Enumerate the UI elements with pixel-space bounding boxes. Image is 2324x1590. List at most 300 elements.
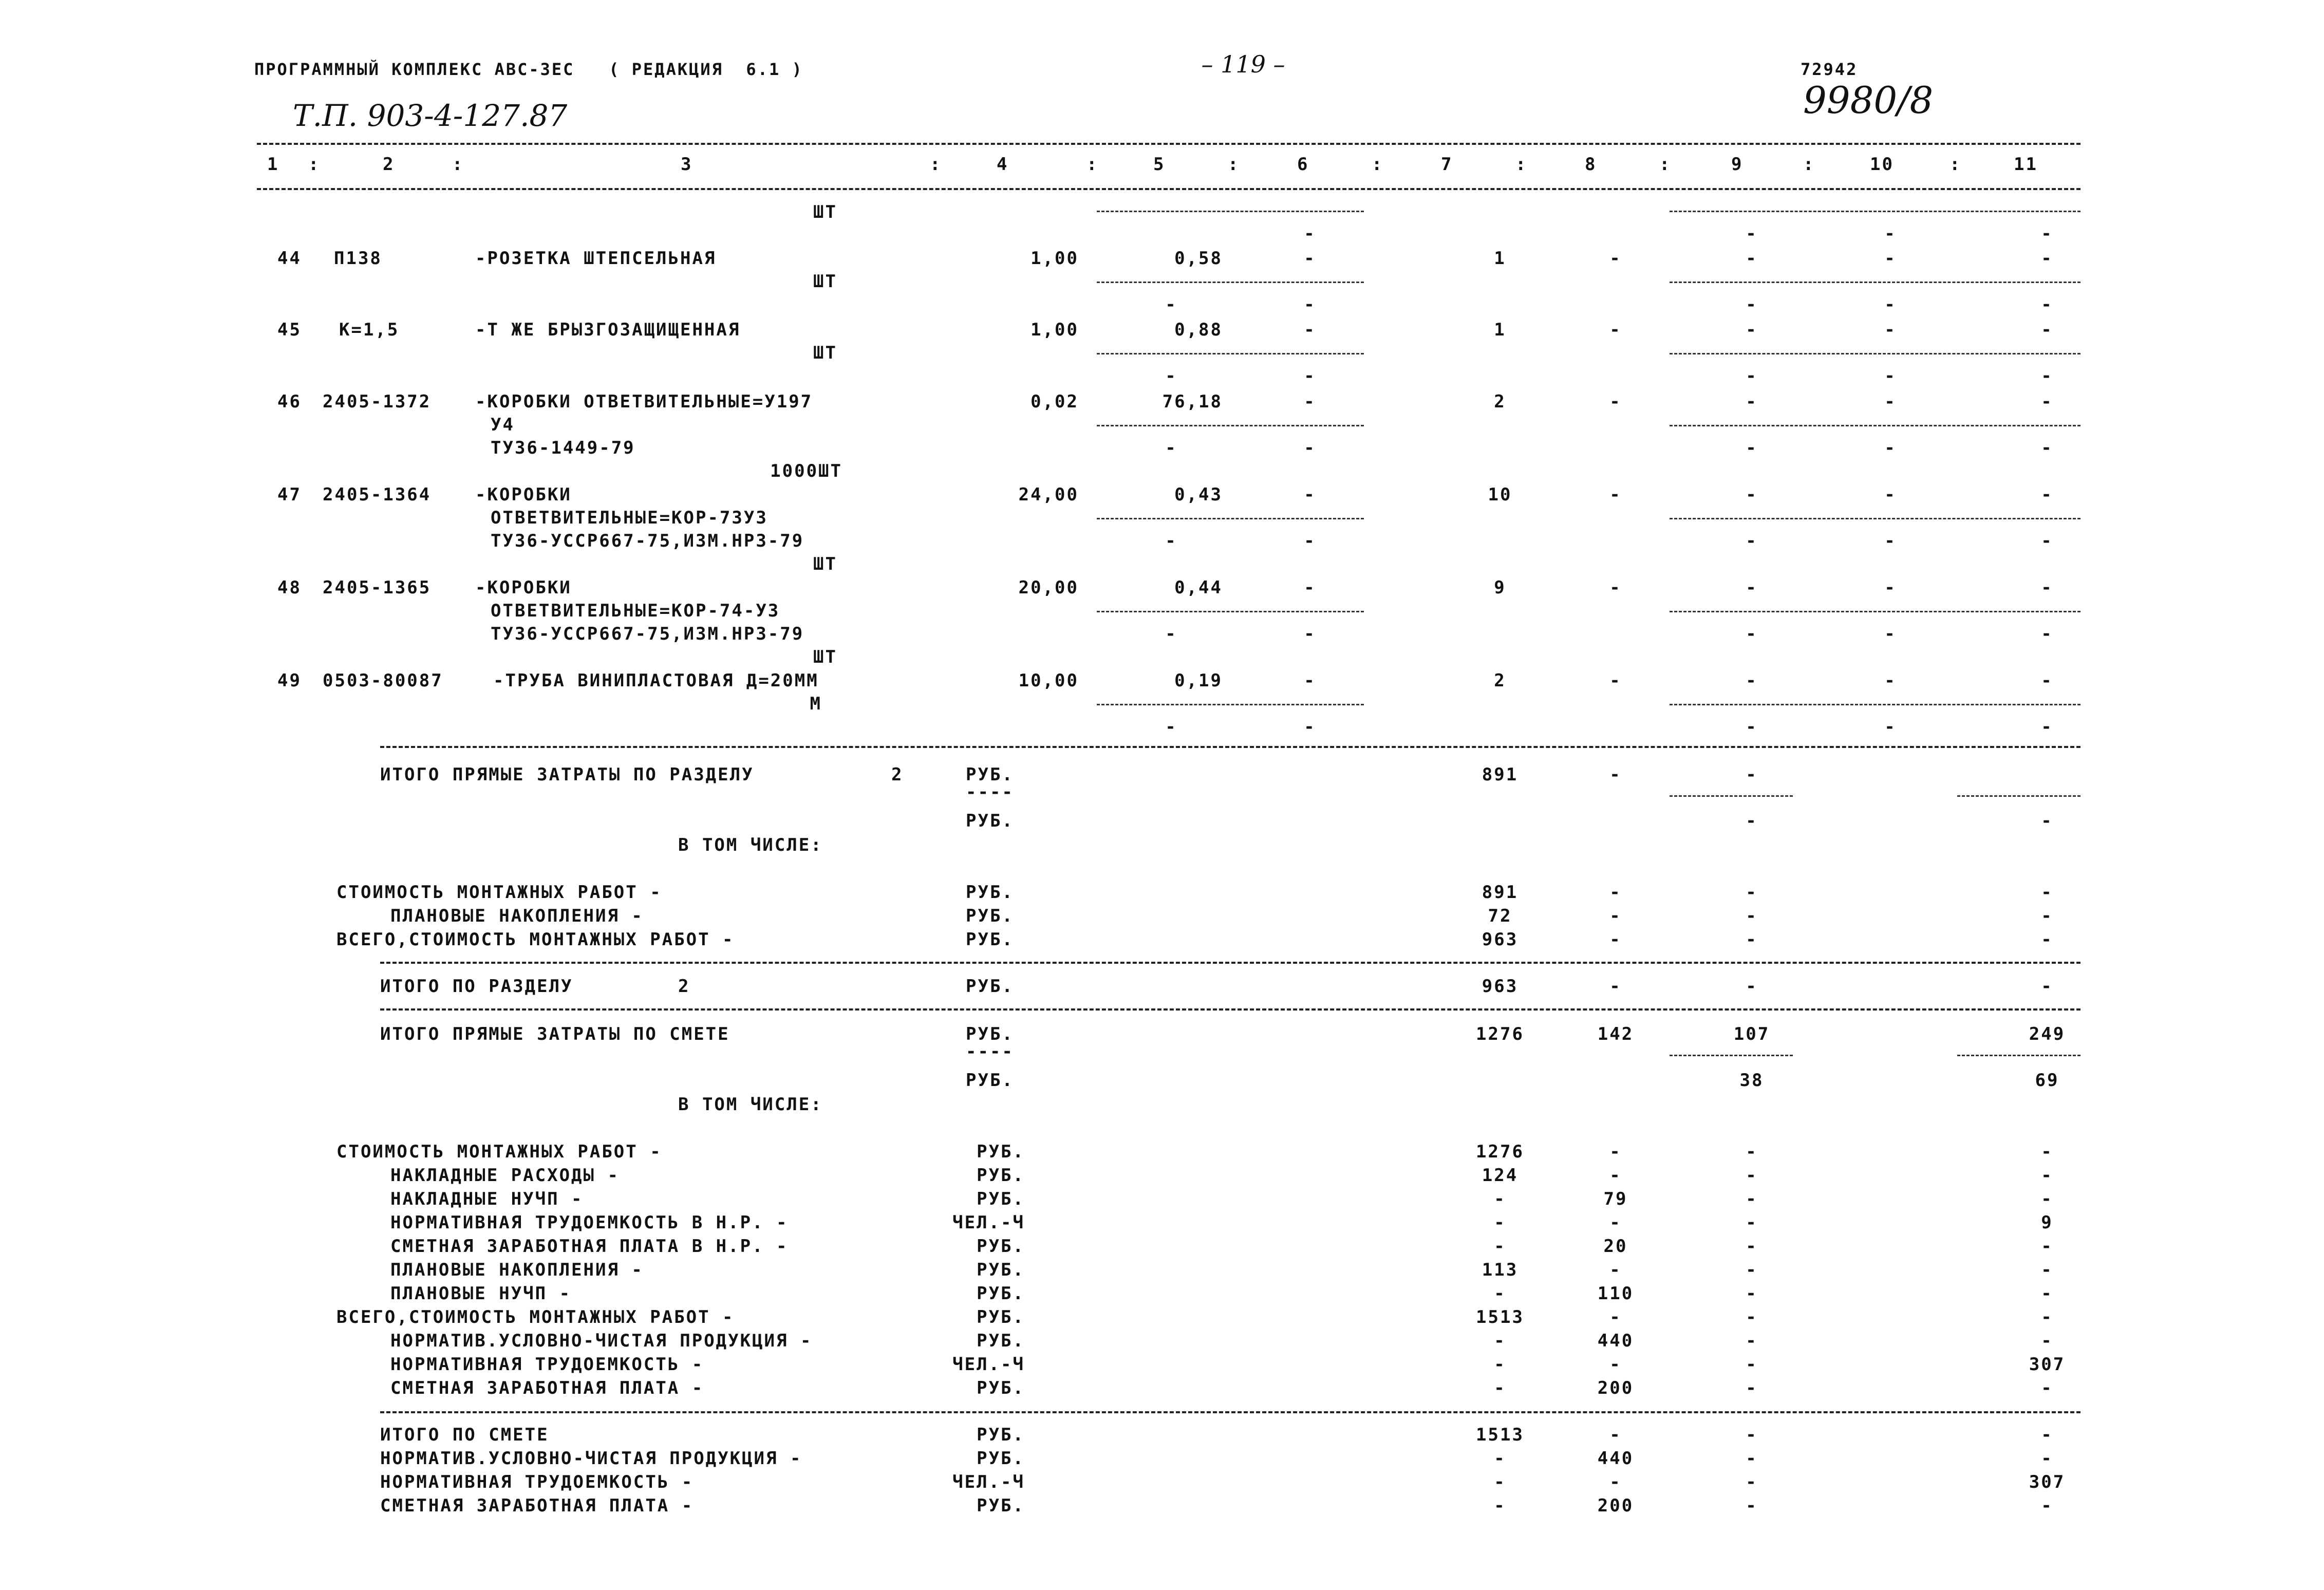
value-c11: -	[2041, 248, 2053, 269]
item-spec: ТУ36-УССР667-75,ИЗМ.НР3-79	[491, 531, 804, 551]
quantity: 1,00	[1030, 320, 1079, 340]
col-6: 6	[1297, 154, 1309, 175]
col-2: 2	[383, 154, 395, 175]
sub-rule	[1670, 353, 2081, 354]
value-b9: -	[1746, 294, 1758, 315]
item-name-line2: ОТВЕТВИТЕЛЬНЫЕ=КОР-74-У3	[491, 601, 780, 621]
sub-rule	[1670, 1055, 1793, 1056]
sub-rule	[1670, 704, 2081, 705]
unit: РУБ.	[977, 1260, 1025, 1280]
unit: РУБ.	[977, 1331, 1025, 1351]
value-c5: 0,43	[1174, 484, 1223, 505]
value-c8: -	[1609, 1260, 1622, 1280]
value-c11: -	[2041, 484, 2053, 505]
sub-rule	[1670, 611, 2081, 612]
value-c9: -	[1746, 929, 1758, 950]
sub-rule	[1097, 353, 1364, 354]
value-b6: -	[1304, 438, 1316, 458]
unit: РУБ.	[977, 1236, 1025, 1257]
row-label: ПЛАНОВЫЕ НУЧП -	[390, 1283, 572, 1304]
value-c9: -	[1746, 391, 1758, 412]
value-c5: 0,58	[1174, 248, 1223, 269]
value-c9: -	[1746, 320, 1758, 340]
value-c6: -	[1304, 248, 1316, 269]
value-c8: -	[1609, 1212, 1622, 1233]
item-name: -РОЗЕТКА ШТЕПСЕЛЬНАЯ	[475, 248, 717, 269]
item-name: -КОРОБКИ	[475, 577, 572, 598]
item-number: 49	[277, 670, 302, 691]
unit: РУБ.	[966, 929, 1014, 950]
sub-rule	[1097, 211, 1364, 212]
value-c8: -	[1609, 976, 1622, 997]
value-c9: -	[1746, 1448, 1758, 1469]
value-b5: -	[1165, 366, 1177, 386]
value-b11: -	[2041, 717, 2053, 737]
section-direct-label: ИТОГО ПРЯМЫЕ ЗАТРАТЫ ПО РАЗДЕЛУ	[380, 764, 754, 785]
value-b5: -	[1165, 531, 1177, 551]
item-name: -КОРОБКИ ОТВЕТВИТЕЛЬНЫЕ=У197	[475, 391, 813, 412]
value-c8: 110	[1597, 1283, 1634, 1304]
value-c11: 249	[2029, 1024, 2066, 1044]
value-c8: -	[1609, 248, 1622, 269]
value-b10: -	[1884, 624, 1897, 644]
unit: РУБ.	[966, 1070, 1014, 1091]
col-sep: :	[1372, 154, 1384, 175]
value-c8: 440	[1597, 1331, 1634, 1351]
value-c8: 200	[1597, 1495, 1634, 1516]
sub-rule	[1670, 795, 1793, 797]
sub-rule	[1957, 795, 2081, 797]
value-c11: 69	[2035, 1070, 2059, 1091]
value-c9: -	[1746, 976, 1758, 997]
value-c7: -	[1494, 1283, 1506, 1304]
value-c9: -	[1746, 223, 1758, 244]
value-c9: -	[1746, 248, 1758, 269]
value-b6: -	[1304, 624, 1316, 644]
value-c11: -	[2041, 1189, 2053, 1209]
row-label: НОРМАТИВНАЯ ТРУДОЕМКОСТЬ -	[380, 1472, 694, 1492]
value-c6: -	[1304, 223, 1316, 244]
value-c11: -	[2041, 320, 2053, 340]
row-label: ПЛАНОВЫЕ НАКОПЛЕНИЯ -	[390, 1260, 644, 1280]
unit: 1000ШТ	[770, 461, 842, 481]
value-b6: -	[1304, 366, 1316, 386]
row-label: СМЕТНАЯ ЗАРАБОТНАЯ ПЛАТА В Н.Р. -	[390, 1236, 789, 1257]
row-label: НОРМАТИВНАЯ ТРУДОЕМКОСТЬ В Н.Р. -	[390, 1212, 789, 1233]
quantity: 20,00	[1018, 577, 1079, 598]
row-label: НОРМАТИВ.УСЛОВНО-ЧИСТАЯ ПРОДУКЦИЯ -	[380, 1448, 802, 1469]
item-name: -ТРУБА ВИНИПЛАСТОВАЯ Д=20ММ	[493, 670, 819, 691]
col-sep: :	[930, 154, 942, 175]
unit: РУБ.	[977, 1425, 1025, 1445]
sub-rule	[1670, 282, 2081, 283]
value-b5: -	[1165, 438, 1177, 458]
value-c11: -	[2041, 1283, 2053, 1304]
quantity: 1,00	[1030, 248, 1079, 269]
value-c8: -	[1609, 1425, 1622, 1445]
value-c10: -	[1884, 248, 1897, 269]
unit: ЧЕЛ.-Ч	[952, 1354, 1025, 1375]
value-c5: 0,88	[1174, 320, 1223, 340]
sub-rule	[1670, 425, 2081, 426]
item-spec: ТУ36-1449-79	[491, 438, 635, 458]
unit-dash: ----	[966, 782, 1014, 802]
value-b11: -	[2041, 438, 2053, 458]
value-c8: -	[1609, 391, 1622, 412]
value-c11: 307	[2029, 1354, 2066, 1375]
value-c7: 1276	[1476, 1024, 1524, 1044]
value-c9: -	[1746, 484, 1758, 505]
item-number: 48	[277, 577, 302, 598]
item-code: П138	[334, 248, 382, 269]
value-c9: -	[1746, 1425, 1758, 1445]
program-title: ПРОГРАММНЫЙ КОМПЛЕКС АВС-ЗЕС ( РЕДАКЦИЯ 6.1 )	[254, 60, 803, 79]
value-c8: 79	[1603, 1189, 1628, 1209]
col-sep: :	[308, 154, 321, 175]
sub-rule	[1097, 518, 1364, 519]
unit: РУБ.	[977, 1165, 1025, 1186]
value-b10: -	[1884, 294, 1897, 315]
value-c9: -	[1746, 1189, 1758, 1209]
section-rule	[380, 1008, 2081, 1011]
including-label: В ТОМ ЧИСЛЕ:	[678, 1094, 823, 1115]
col-sep: :	[452, 154, 464, 175]
value-c6: -	[1304, 484, 1316, 505]
unit: РУБ.	[977, 1378, 1025, 1398]
value-c6: -	[1304, 670, 1316, 691]
col-3: 3	[681, 154, 693, 175]
value-b10: -	[1884, 717, 1897, 737]
value-b6: -	[1304, 531, 1316, 551]
value-c7: 1	[1494, 320, 1506, 340]
including-label: В ТОМ ЧИСЛЕ:	[678, 835, 823, 855]
unit: ШТ	[813, 647, 837, 667]
value-b11: -	[2041, 624, 2053, 644]
value-b9: -	[1746, 438, 1758, 458]
col-1: 1	[267, 154, 279, 175]
value-b9: -	[1746, 531, 1758, 551]
value-c11: 9	[2041, 1212, 2053, 1233]
row-label: ВСЕГО,СТОИМОСТЬ МОНТАЖНЫХ РАБОТ -	[336, 1307, 735, 1327]
row-label: СМЕТНАЯ ЗАРАБОТНАЯ ПЛАТА -	[390, 1378, 704, 1398]
value-c11: -	[2041, 670, 2053, 691]
col-10: 10	[1870, 154, 1894, 175]
value-c8: -	[1609, 906, 1622, 926]
value-c7: 891	[1482, 882, 1519, 903]
value-c7: 2	[1494, 670, 1506, 691]
col-sep: :	[1086, 154, 1099, 175]
value-b11: -	[2041, 294, 2053, 315]
sub-rule	[1097, 282, 1364, 283]
value-c7: 1	[1494, 248, 1506, 269]
unit: ШТ	[813, 343, 837, 363]
unit: ШТ	[813, 202, 837, 222]
value-c7: 963	[1482, 929, 1519, 950]
item-number: 47	[277, 484, 302, 505]
value-c9: -	[1746, 1307, 1758, 1327]
unit: ШТ	[813, 554, 837, 574]
sheet-number: 9980/8	[1803, 79, 1934, 122]
unit: РУБ.	[977, 1448, 1025, 1469]
sub-rule	[1957, 1055, 2081, 1056]
value-c9: -	[1746, 1236, 1758, 1257]
value-c11: -	[2041, 223, 2053, 244]
value-c7: 124	[1482, 1165, 1519, 1186]
value-c7: 2	[1494, 391, 1506, 412]
value-c8: -	[1609, 577, 1622, 598]
col-11: 11	[2014, 154, 2038, 175]
value-c7: -	[1494, 1189, 1506, 1209]
section-rule	[380, 746, 2081, 748]
value-b9: -	[1746, 717, 1758, 737]
col-7: 7	[1441, 154, 1453, 175]
value-c7: -	[1494, 1354, 1506, 1375]
value-c10: -	[1884, 484, 1897, 505]
value-c6: -	[1304, 577, 1316, 598]
value-c8: -	[1609, 1307, 1622, 1327]
value-b5: -	[1165, 624, 1177, 644]
unit: РУБ.	[977, 1495, 1025, 1516]
col-sep: :	[1228, 154, 1240, 175]
unit: ЧЕЛ.-Ч	[952, 1472, 1025, 1492]
value-b10: -	[1884, 531, 1897, 551]
unit: РУБ.	[966, 976, 1014, 997]
row-label: СТОИМОСТЬ МОНТАЖНЫХ РАБОТ -	[336, 1142, 662, 1162]
value-c7: 1513	[1476, 1425, 1524, 1445]
value-c8: -	[1609, 320, 1622, 340]
value-c11: -	[2041, 391, 2053, 412]
value-c7: -	[1494, 1378, 1506, 1398]
value-c11: -	[2041, 1307, 2053, 1327]
unit: РУБ.	[977, 1142, 1025, 1162]
row-label: ВСЕГО,СТОИМОСТЬ МОНТАЖНЫХ РАБОТ -	[336, 929, 735, 950]
value-c8: -	[1609, 670, 1622, 691]
value-c7: 1513	[1476, 1307, 1524, 1327]
value-c7: 9	[1494, 577, 1506, 598]
item-code: К=1,5	[339, 320, 400, 340]
unit: РУБ.	[966, 882, 1014, 903]
item-name: -КОРОБКИ	[475, 484, 572, 505]
value-b11: -	[2041, 366, 2053, 386]
value-c9: -	[1746, 811, 1758, 831]
value-c10: -	[1884, 577, 1897, 598]
section-rule	[380, 1411, 2081, 1413]
row-label: ИТОГО ПО СМЕТЕ	[380, 1425, 549, 1445]
value-b6: -	[1304, 717, 1316, 737]
value-c7: -	[1494, 1472, 1506, 1492]
value-c5: 0,19	[1174, 670, 1223, 691]
col-sep: :	[1950, 154, 1962, 175]
value-b10: -	[1884, 438, 1897, 458]
row-label: НОРМАТИВНАЯ ТРУДОЕМКОСТЬ -	[390, 1354, 704, 1375]
value-c10: -	[1884, 391, 1897, 412]
item-code: 2405-1365	[323, 577, 432, 598]
value-c11: -	[2041, 1448, 2053, 1469]
col-8: 8	[1585, 154, 1597, 175]
value-c10: -	[1884, 670, 1897, 691]
value-c9: -	[1746, 1260, 1758, 1280]
value-c8: -	[1609, 882, 1622, 903]
value-c7: 963	[1482, 976, 1519, 997]
unit: РУБ.	[966, 906, 1014, 926]
value-c7: -	[1494, 1448, 1506, 1469]
unit: РУБ.	[966, 764, 1014, 785]
value-c7: 113	[1482, 1260, 1519, 1280]
value-c9: -	[1746, 764, 1758, 785]
value-c9: -	[1746, 1331, 1758, 1351]
section-rule	[380, 962, 2081, 964]
value-c7: 891	[1482, 764, 1519, 785]
sub-rule	[1670, 211, 2081, 212]
row-label: НАКЛАДНЫЕ РАСХОДЫ -	[390, 1165, 620, 1186]
unit: ЧЕЛ.-Ч	[952, 1212, 1025, 1233]
value-c11: -	[2041, 906, 2053, 926]
header-rule-top	[257, 143, 2081, 145]
unit-dash: ----	[966, 1041, 1014, 1062]
item-code: 0503-80087	[323, 670, 443, 691]
value-c11: 307	[2029, 1472, 2066, 1492]
row-label: НАКЛАДНЫЕ НУЧП -	[390, 1189, 584, 1209]
value-b10: -	[1884, 366, 1897, 386]
sub-rule	[1670, 518, 2081, 519]
value-c11: -	[2041, 1260, 2053, 1280]
value-c9: -	[1746, 1165, 1758, 1186]
value-c11: -	[2041, 929, 2053, 950]
value-c9: -	[1746, 906, 1758, 926]
section-number: 2	[678, 976, 690, 997]
value-c6: -	[1304, 391, 1316, 412]
value-c9: 107	[1733, 1024, 1770, 1044]
value-c9: -	[1746, 1354, 1758, 1375]
value-c8: -	[1609, 1142, 1622, 1162]
item-number: 46	[277, 391, 302, 412]
value-c7: -	[1494, 1212, 1506, 1233]
value-c5: 76,18	[1162, 391, 1223, 412]
value-c11: -	[2041, 1165, 2053, 1186]
row-label: ИТОГО ПО РАЗДЕЛУ	[380, 976, 573, 997]
item-number: 45	[277, 320, 302, 340]
value-b5: -	[1165, 717, 1177, 737]
unit: ШТ	[813, 271, 837, 292]
value-c8: 440	[1597, 1448, 1634, 1469]
value-c11: -	[2041, 811, 2053, 831]
section-number: 2	[891, 764, 904, 785]
quantity: 10,00	[1018, 670, 1079, 691]
unit: РУБ.	[977, 1189, 1025, 1209]
document-number: 72942	[1801, 60, 1858, 79]
value-c9: 38	[1739, 1070, 1764, 1091]
col-sep: :	[1659, 154, 1672, 175]
value-c7: 72	[1488, 906, 1512, 926]
item-code: 2405-1372	[323, 391, 432, 412]
sub-rule	[1097, 611, 1364, 612]
header-rule-bottom	[257, 188, 2081, 190]
value-c9: -	[1746, 1142, 1758, 1162]
unit: М	[810, 694, 822, 714]
page-number: – 119 –	[1201, 50, 1285, 78]
value-c8: -	[1609, 764, 1622, 785]
value-c11: -	[2041, 1378, 2053, 1398]
unit: РУБ.	[966, 811, 1014, 831]
value-c7: -	[1494, 1331, 1506, 1351]
row-label: ПЛАНОВЫЕ НАКОПЛЕНИЯ -	[390, 906, 644, 926]
unit: РУБ.	[977, 1307, 1025, 1327]
quantity: 0,02	[1030, 391, 1079, 412]
value-b11: -	[2041, 531, 2053, 551]
quantity: 24,00	[1018, 484, 1079, 505]
value-c11: -	[2041, 1142, 2053, 1162]
value-c11: -	[2041, 882, 2053, 903]
item-spec: ТУ36-УССР667-75,ИЗМ.НР3-79	[491, 624, 804, 644]
value-c11: -	[2041, 1425, 2053, 1445]
value-c9: -	[1746, 882, 1758, 903]
value-c9: -	[1746, 1472, 1758, 1492]
value-b9: -	[1746, 624, 1758, 644]
value-c8: -	[1609, 1165, 1622, 1186]
project-code: Т.П. 903-4-127.87	[293, 98, 568, 133]
col-9: 9	[1731, 154, 1744, 175]
col-sep: :	[1803, 154, 1815, 175]
col-5: 5	[1153, 154, 1166, 175]
value-c11: -	[2041, 1495, 2053, 1516]
item-code: 2405-1364	[323, 484, 432, 505]
value-c7: 10	[1488, 484, 1512, 505]
estimate-direct-label: ИТОГО ПРЯМЫЕ ЗАТРАТЫ ПО СМЕТЕ	[380, 1024, 730, 1044]
item-name: -Т ЖЕ БРЫЗГОЗАЩИЩЕННАЯ	[475, 320, 741, 340]
value-c6: -	[1304, 320, 1316, 340]
row-label: СТОИМОСТЬ МОНТАЖНЫХ РАБОТ -	[336, 882, 662, 903]
value-c9: -	[1746, 670, 1758, 691]
value-c11: -	[2041, 1331, 2053, 1351]
item-name-line2: ОТВЕТВИТЕЛЬНЫЕ=КОР-73У3	[491, 508, 768, 528]
value-b9: -	[1746, 366, 1758, 386]
value-c8: -	[1609, 484, 1622, 505]
value-c8: 20	[1603, 1236, 1628, 1257]
value-b5: -	[1165, 294, 1177, 315]
value-c11: -	[2041, 1236, 2053, 1257]
value-c11: -	[2041, 976, 2053, 997]
value-c10: -	[1884, 320, 1897, 340]
sub-rule	[1097, 704, 1364, 705]
unit: РУБ.	[977, 1283, 1025, 1304]
value-c5: 0,44	[1174, 577, 1223, 598]
row-label: НОРМАТИВ.УСЛОВНО-ЧИСТАЯ ПРОДУКЦИЯ -	[390, 1331, 813, 1351]
col-4: 4	[997, 154, 1009, 175]
value-c7: -	[1494, 1495, 1506, 1516]
value-c10: -	[1884, 223, 1897, 244]
value-c9: -	[1746, 577, 1758, 598]
value-c8: -	[1609, 1354, 1622, 1375]
value-c7: -	[1494, 1236, 1506, 1257]
value-c9: -	[1746, 1283, 1758, 1304]
value-c8: -	[1609, 929, 1622, 950]
value-c8: 142	[1597, 1024, 1634, 1044]
value-c9: -	[1746, 1495, 1758, 1516]
sub-rule	[1097, 425, 1364, 426]
value-c9: -	[1746, 1378, 1758, 1398]
value-c8: -	[1609, 1472, 1622, 1492]
value-b6: -	[1304, 294, 1316, 315]
value-c9: -	[1746, 1212, 1758, 1233]
value-c11: -	[2041, 577, 2053, 598]
value-c7: 1276	[1476, 1142, 1524, 1162]
row-label: СМЕТНАЯ ЗАРАБОТНАЯ ПЛАТА -	[380, 1495, 694, 1516]
unit: РУБ.	[966, 1024, 1014, 1044]
col-sep: :	[1515, 154, 1528, 175]
item-number: 44	[277, 248, 302, 269]
item-name-line2: У4	[491, 415, 515, 435]
value-c8: 200	[1597, 1378, 1634, 1398]
